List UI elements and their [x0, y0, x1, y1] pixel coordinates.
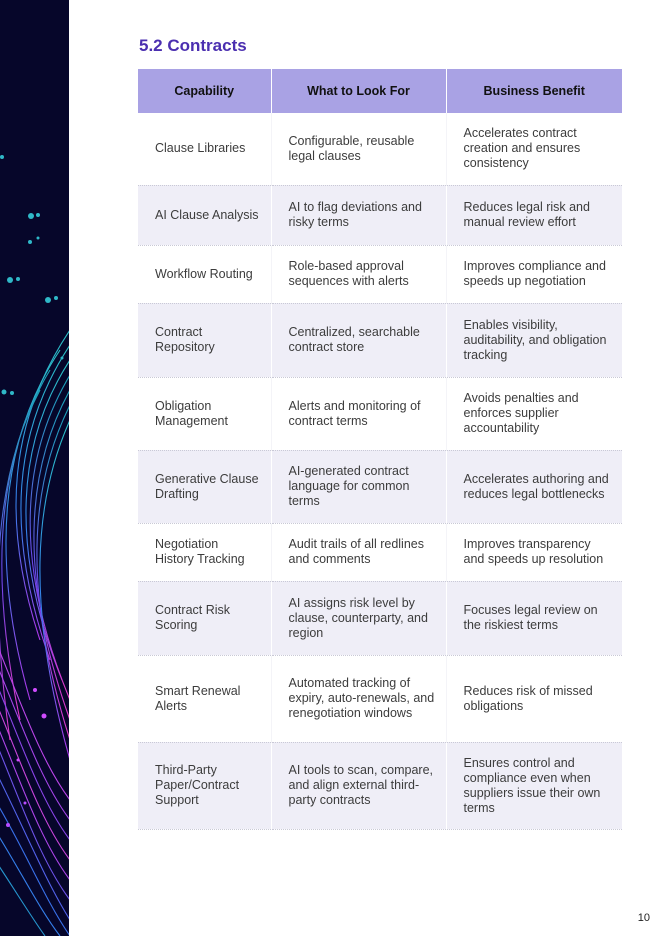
cell-capability: AI Clause Analysis	[138, 185, 271, 245]
table-row	[138, 450, 622, 523]
cell-capability: Clause Libraries	[138, 113, 271, 185]
table-row	[138, 742, 622, 829]
cell-look-for: Automated tracking of expiry, auto-renewals, and renegotiation windows	[271, 655, 446, 742]
table-header-row	[138, 69, 622, 113]
cell-look-for: AI-generated contract language for common terms	[271, 450, 446, 523]
cell-look-for: AI to flag deviations and risky terms	[271, 185, 446, 245]
cell-look-for: AI tools to scan, compare, and align external third-party contracts	[271, 742, 446, 829]
cell-look-for: Centralized, searchable contract store	[271, 303, 446, 377]
section-heading: 5.2 Contracts	[139, 36, 247, 55]
decorative-side-art	[0, 0, 69, 936]
cell-capability: Smart Renewal Alerts	[138, 655, 271, 742]
page-number: 10	[637, 912, 650, 924]
table-row	[138, 523, 622, 581]
cell-capability: Contract Repository	[138, 303, 271, 377]
cell-capability: Generative Clause Drafting	[138, 450, 271, 523]
table-row	[138, 303, 622, 377]
column-header-what-to-look-for: What to Look For	[271, 69, 446, 113]
cell-benefit: Reduces legal risk and manual review effort	[446, 185, 622, 245]
cell-capability: Obligation Management	[138, 377, 271, 450]
cell-benefit: Accelerates contract creation and ensures consistency	[446, 113, 622, 185]
table-row	[138, 655, 622, 742]
table-row	[138, 185, 622, 245]
cell-capability: Contract Risk Scoring	[138, 581, 271, 655]
cell-benefit: Reduces risk of missed obligations	[446, 655, 622, 742]
cell-look-for: Alerts and monitoring of contract terms	[271, 377, 446, 450]
table-row	[138, 245, 622, 303]
cell-benefit: Avoids penalties and enforces supplier accountability	[446, 377, 622, 450]
column-header-business-benefit: Business Benefit	[446, 69, 622, 113]
light-streaks-graphic	[0, 0, 69, 936]
table-row	[138, 377, 622, 450]
cell-look-for: Role-based approval sequences with alerts	[271, 245, 446, 303]
cell-benefit: Enables visibility, auditability, and obligation tracking	[446, 303, 622, 377]
cell-look-for: Configurable, reusable legal clauses	[271, 113, 446, 185]
cell-benefit: Ensures control and compliance even when suppliers issue their own terms	[446, 742, 622, 829]
cell-benefit: Focuses legal review on the riskiest terms	[446, 581, 622, 655]
cell-benefit: Improves compliance and speeds up negotiation	[446, 245, 622, 303]
cell-benefit: Accelerates authoring and reduces legal bottlenecks	[446, 450, 622, 523]
cell-capability: Negotiation History Tracking	[138, 523, 271, 581]
cell-look-for: AI assigns risk level by clause, counterparty, and region	[271, 581, 446, 655]
cell-look-for: Audit trails of all redlines and comments	[271, 523, 446, 581]
table-row	[138, 113, 622, 185]
column-header-capability: Capability	[138, 69, 271, 113]
contracts-capability-table	[138, 69, 622, 830]
cell-benefit: Improves transparency and speeds up resolution	[446, 523, 622, 581]
table-row	[138, 581, 622, 655]
cell-capability: Workflow Routing	[138, 245, 271, 303]
cell-capability: Third-Party Paper/Contract Support	[138, 742, 271, 829]
